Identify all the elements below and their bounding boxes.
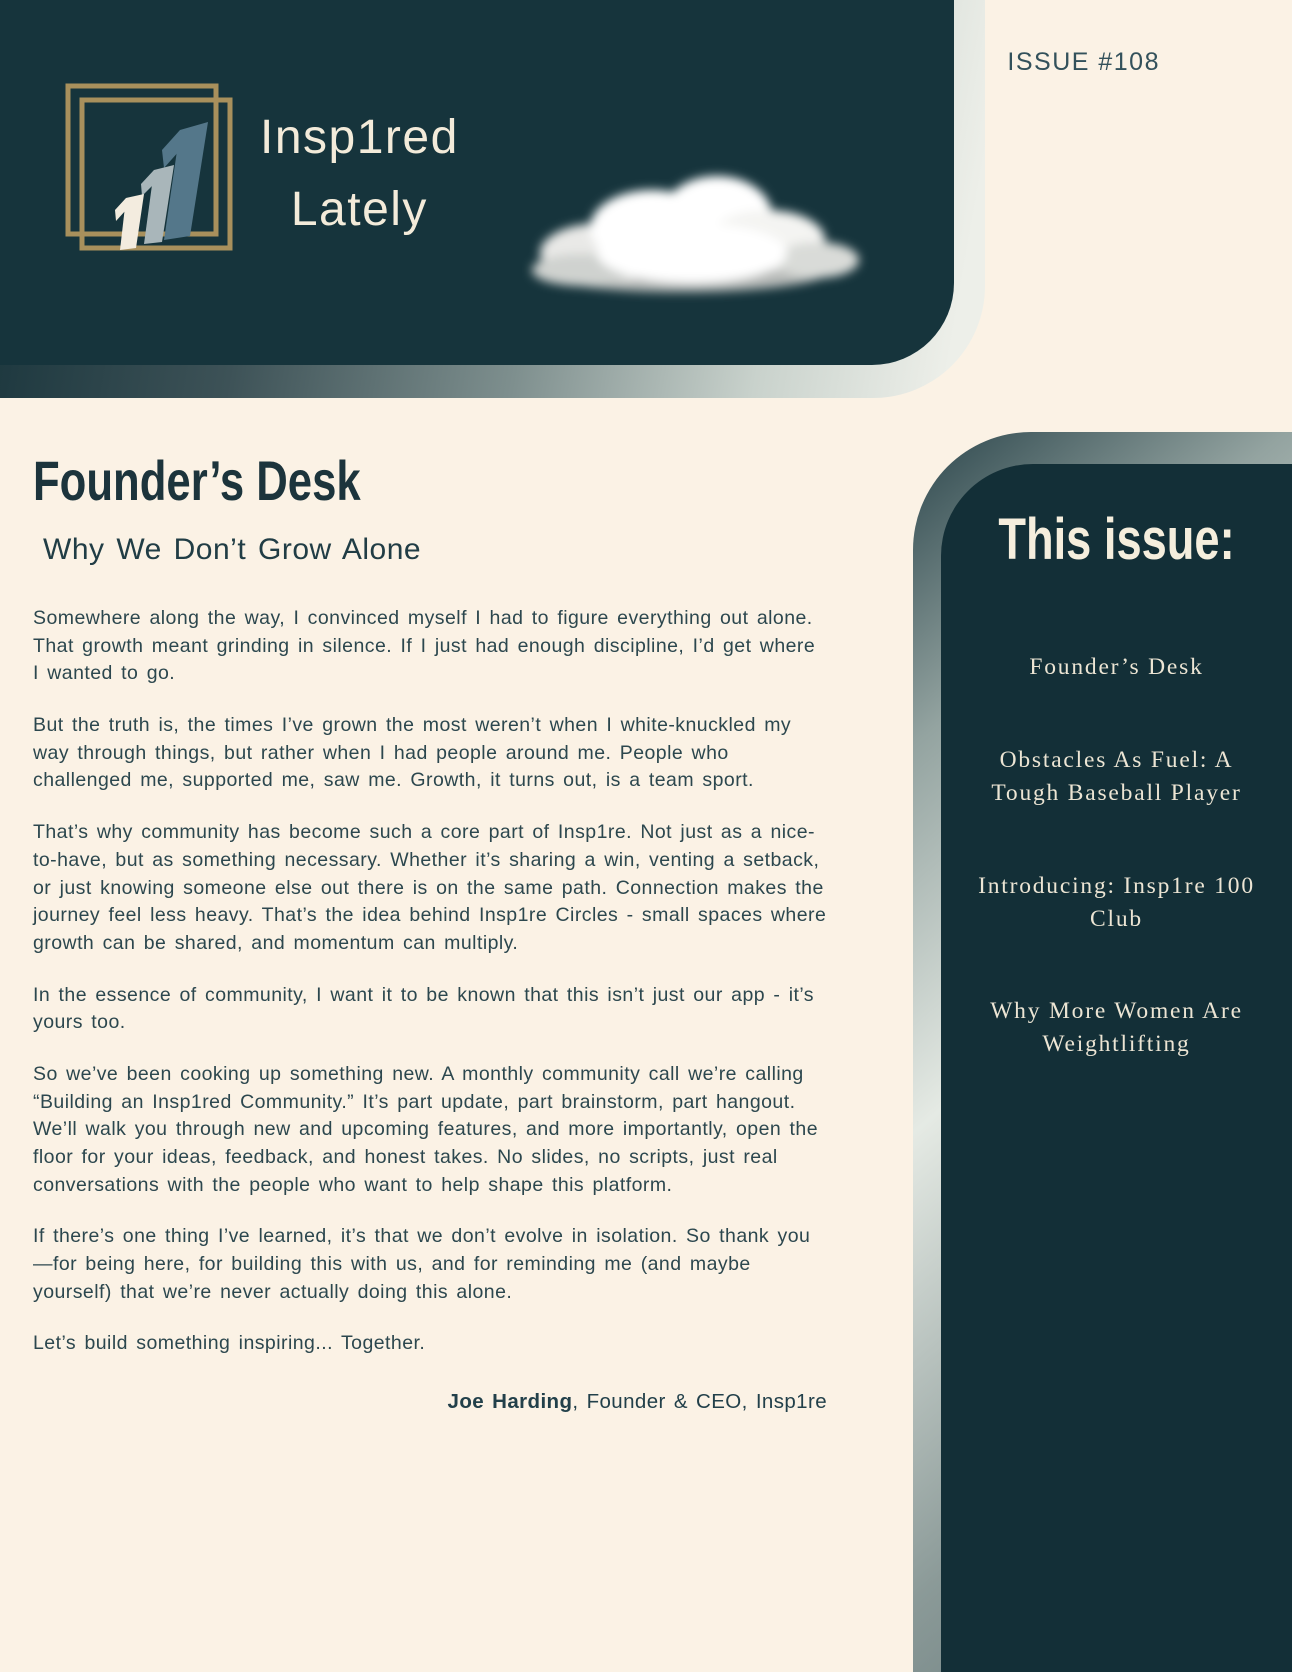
article-signature xyxy=(33,1390,827,1414)
article-paragraph: So we’ve been cooking up something new. A monthly community call we’re calling “Building an Insp1red Community.” It’s part update, part brainstorm, part hangout. We’ll walk you through new and upcoming features, and more importantly, open the floor for your ideas, feedback, and honest takes. No slides, no scripts, just real conversations with the people who want to help shape this platform. xyxy=(33,1062,819,1196)
toc-item: Why More Women Are Weightlifting xyxy=(990,998,1243,1058)
article-paragraph: Let’s build something inspiring... Together. xyxy=(33,1332,426,1355)
article-body xyxy=(33,605,827,1358)
toc-item: Obstacles As Fuel: A Tough Baseball Player xyxy=(991,746,1242,806)
signature-name: Joe Harding xyxy=(447,1390,573,1414)
cloud-image xyxy=(492,158,872,308)
brand-wordmark xyxy=(260,102,459,246)
article-paragraph: That’s why community has become such a core part of Insp1re. Not just as a nice-to-have, but as something necessary. Whether it’s sharing a win, venting a setback, or just knowing someone else out there is on the same path. Connection makes the journey feel less heavy. That’s the idea behind Insp1re Circles - small spaces where growth can be shared, and momentum can multiply. xyxy=(33,821,827,954)
header-border-band xyxy=(0,0,985,398)
table-of-contents xyxy=(941,651,1292,1061)
sidebar-title: This issue: xyxy=(998,507,1235,572)
brand-wordmark-line1: Insp1red xyxy=(260,111,459,164)
article-paragraph: Somewhere along the way, I convinced myself I had to figure everything out alone. That growth meant grinding in silence. If I just had enough discipline, I’d get where I wanted to go. xyxy=(33,607,816,685)
header-panel xyxy=(0,0,954,365)
signature-role: , Founder & CEO, Insp1re xyxy=(572,1390,827,1414)
this-issue-panel xyxy=(941,464,1292,1672)
toc-item: Founder’s Desk xyxy=(1029,654,1204,680)
brand-wordmark-line2: Lately xyxy=(290,183,428,236)
article-title: Founder’s Desk xyxy=(33,449,361,512)
article-paragraph: If there’s one thing I’ve learned, it’s that we don’t evolve in isolation. So thank you—for being here, for building this with us, and for reminding me (and maybe yourself) that we’re never actually doing this alone. xyxy=(33,1225,811,1303)
toc-item: Introducing: Insp1re 100 Club xyxy=(978,872,1255,932)
founders-desk-article xyxy=(33,448,827,1414)
insp1red-logo-icon xyxy=(62,78,240,264)
sidebar-border-band xyxy=(913,432,1292,1672)
article-paragraph: But the truth is, the times I’ve grown the most weren’t when I white-knuckled my way through things, but rather when I had people around me. People who challenged me, supported me, saw me. Growth, it turns out, is a team sport. xyxy=(33,714,792,792)
article-paragraph: In the essence of community, I want it to be known that this isn’t just our app - it’s yours too. xyxy=(33,983,814,1034)
article-subtitle: Why We Don’t Grow Alone xyxy=(43,533,422,566)
issue-number: ISSUE #108 xyxy=(1007,48,1160,76)
